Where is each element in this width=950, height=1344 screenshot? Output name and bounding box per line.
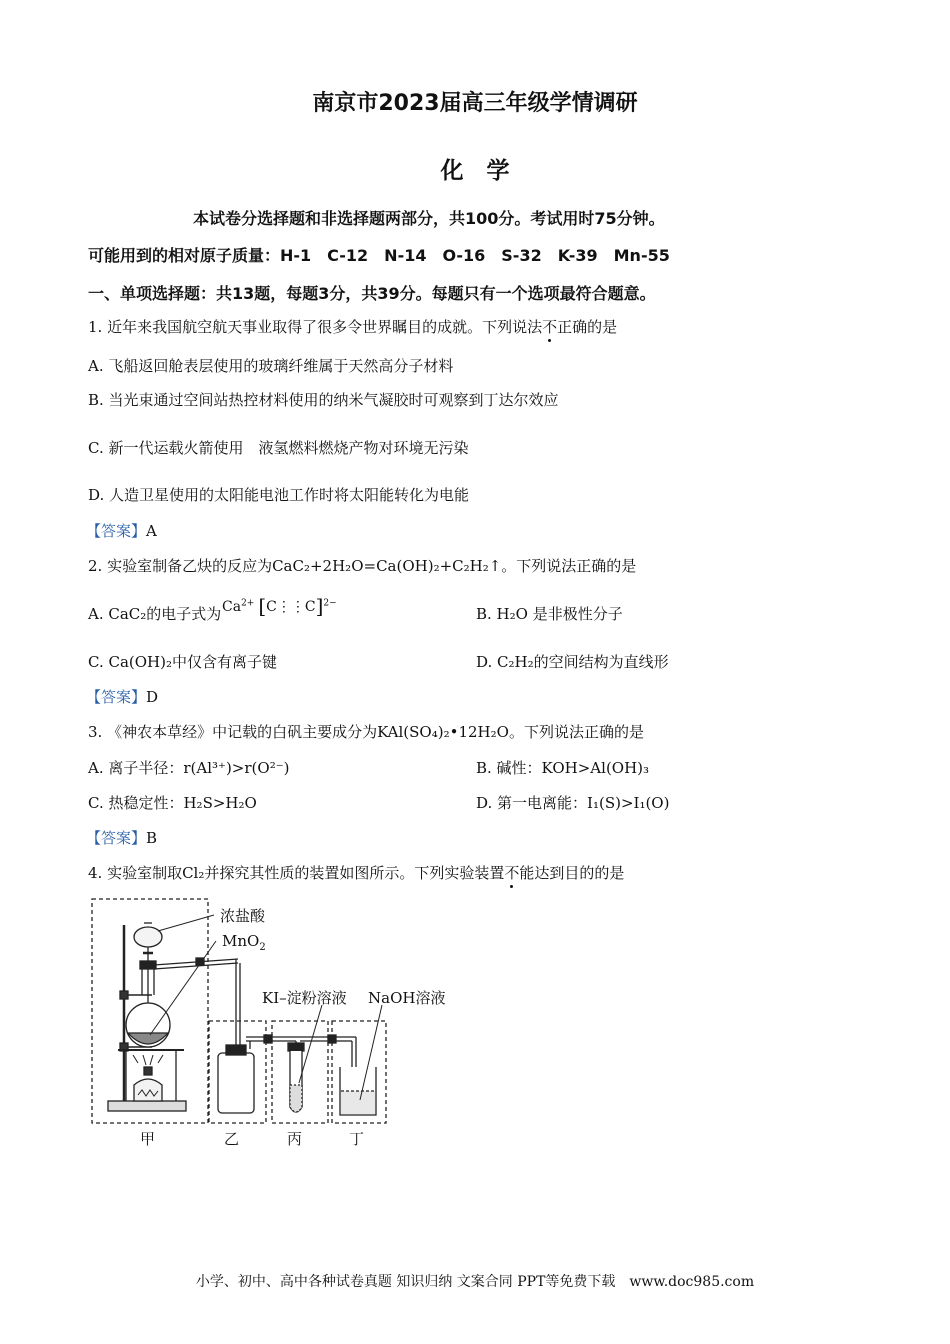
exam-title: 南京市2023届高三年级学情调研 (312, 91, 638, 116)
question-1-option-d: D. 人造卫星使用的太阳能电池工作时将太阳能转化为电能 (88, 486, 470, 504)
separatory-funnel (134, 927, 162, 947)
label-unit-ding: 丁 (349, 1130, 365, 1148)
apparatus-figure (88, 895, 448, 1150)
question-2-option-a: A. CaC₂的电子式为 (88, 605, 222, 623)
question-3-option-b: B. 碱性：KOH>Al(OH)₃ (476, 759, 650, 777)
question-1-answer: 【答案】A (86, 522, 157, 540)
label-unit-jia: 甲 (140, 1130, 156, 1148)
label-ki-starch: KI–淀粉溶液 (262, 989, 347, 1007)
stand-base (108, 1101, 186, 1111)
question-1-option-b: B. 当光束通过空间站热控材料使用的纳米气凝胶时可观察到丁达尔效应 (88, 391, 559, 409)
exam-intro: 本试卷分选择题和非选择题两部分，共100分。考试用时75分钟。 (193, 209, 665, 228)
question-2-answer: 【答案】D (86, 688, 159, 706)
question-2-option-c: C. Ca(OH)₂中仅含有离子键 (88, 653, 277, 671)
question-1-option-a: A. 飞船返回舱表层使用的玻璃纤维属于天然高分子材料 (88, 357, 454, 375)
question-2-option-b: B. H₂O 是非极性分子 (476, 605, 623, 623)
label-mno2: MnO$_2$ (222, 932, 266, 953)
footer-text: 小学、初中、高中各种试卷真题 知识归纳 文案合同 PPT等免费下载 www.doc985.com (195, 1274, 755, 1290)
atomic-masses: 可能用到的相对原子质量：H-1 C-12 N-14 O-16 S-32 K-39 Mn-55 (88, 246, 670, 265)
question-1-option-c: C. 新一代运载火箭使用 液氢燃料燃烧产物对环境无污染 (88, 439, 469, 457)
label-concentrated-hcl: 浓盐酸 (220, 907, 266, 925)
wash-bottle (218, 1053, 254, 1113)
question-3-answer: 【答案】B (86, 829, 158, 847)
question-3-option-c: C. 热稳定性：H₂S>H₂O (88, 794, 257, 812)
label-unit-yi: 乙 (224, 1130, 240, 1148)
electron-formula: $Ca^{2+}$ [C⋮⋮C]$^{2-}$ (222, 594, 337, 618)
label-unit-bing: 丙 (287, 1130, 303, 1148)
question-2-option-d: D. C₂H₂的空间结构为直线形 (476, 653, 669, 671)
question-3-option-a: A. 离子半径：r(Al³⁺)>r(O²⁻) (88, 759, 290, 777)
alcohol-lamp (134, 1079, 162, 1101)
question-1-stem: 1. 近年来我国航空航天事业取得了很多令世界瞩目的成就。下列说法不正确的是 (88, 318, 618, 336)
question-2-stem: 2. 实验室制备乙炔的反应为CaC₂+2H₂O=Ca(OH)₂+C₂H₂↑。下列说法正确的是 (88, 557, 637, 575)
question-4-stem: 4. 实验室制取Cl₂并探究其性质的装置如图所示。下列实验装置不能达到目的的是 (88, 864, 625, 882)
label-naoh: NaOH溶液 (368, 989, 446, 1007)
question-3-stem: 3. 《神农本草经》中记载的白矾主要成分为KAl(SO₄)₂•12H₂O。下列说法正确的是 (88, 723, 644, 741)
subject-title: 化 学 (440, 158, 510, 184)
section-heading: 一、单项选择题：共13题，每题3分，共39分。每题只有一个选项最符合题意。 (88, 284, 656, 303)
question-3-option-d: D. 第一电离能：I₁(S)>I₁(O) (476, 794, 670, 812)
